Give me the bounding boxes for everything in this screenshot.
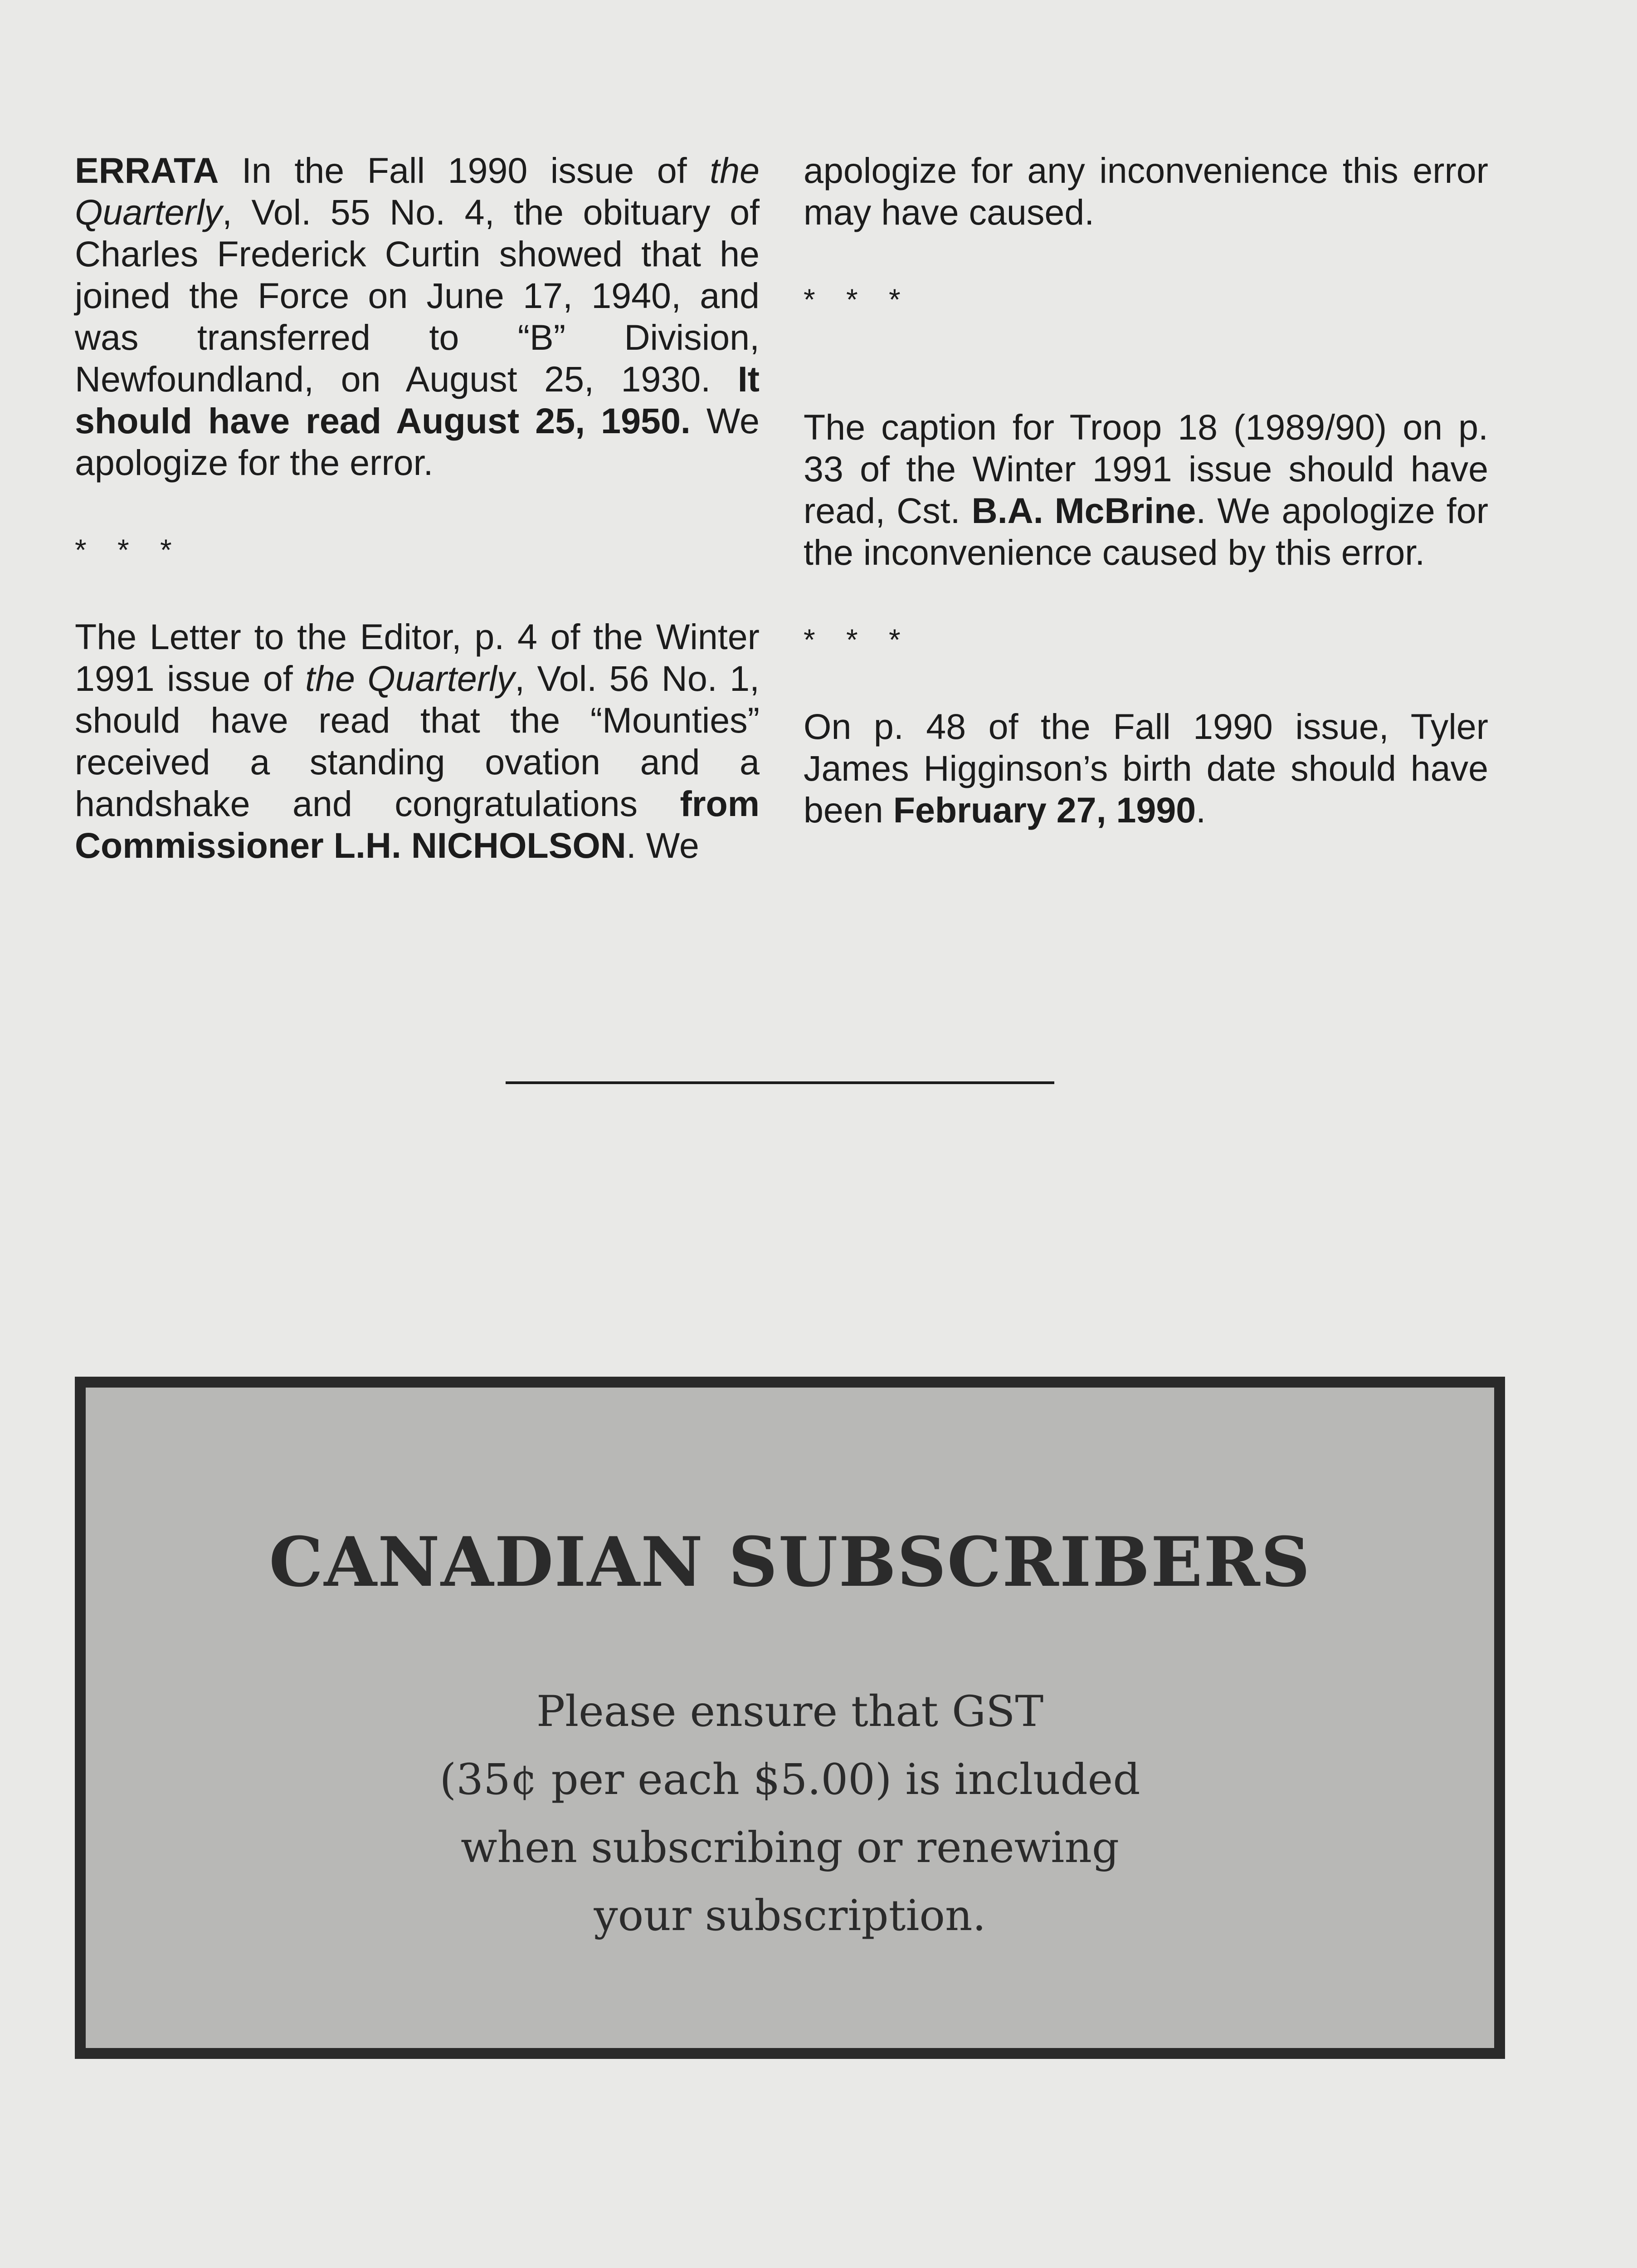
notice-line: when subscribing or renewing — [460, 1823, 1120, 1872]
letter-correction: from Commissioner L.H. NICHOLSON — [75, 783, 760, 865]
continued-paragraph: apologize for any inconvenience this error may have caused. — [804, 150, 1488, 232]
subscriber-notice-box — [75, 1377, 1505, 2059]
birth-date-correction: February 27, 1990 — [893, 790, 1196, 830]
errata-text-2: , Vol. 55 No. 4, the obituary of Charles Frederick Curtin showed that he joined the Force on June 17, 1940, and was transferred to “B” Division, Newfoundland, on August 25, 1930. — [75, 192, 760, 399]
section-separator: * * * — [804, 623, 901, 656]
section-separator: * * * — [75, 533, 172, 567]
notice-line: your subscription. — [594, 1891, 986, 1941]
section-separator: * * * — [804, 283, 901, 316]
birth-text-2: . — [1196, 790, 1206, 830]
errata-text-1: In the Fall 1990 issue of — [219, 150, 710, 191]
birth-text-1: On p. 48 of the Fall 1990 issue, Tyler James Higginson’s birth date should have been — [804, 706, 1488, 830]
notice-line: Please ensure that GST — [536, 1687, 1044, 1736]
birth-date-correction-paragraph — [804, 706, 1488, 831]
errata-paragraph — [75, 150, 760, 484]
caption-text-1: The caption for Troop 18 (1989/90) on p. 33 of the Winter 1991 issue should have read, Cst. — [804, 407, 1488, 531]
letter-publication-name: the Quarterly — [305, 658, 515, 699]
notice-title: CANADIAN SUBSCRIBERS — [269, 1522, 1311, 1602]
errata-text-3: We apologize for the error. — [75, 401, 760, 483]
caption-text-2: . We apologize for the inconvenience caused by this error. — [804, 490, 1488, 572]
caption-correction: B.A. McBrine — [971, 490, 1196, 531]
letter-text-2: , Vol. 56 No. 1, should have read that the “Mounties” received a standing ovation and a handshake and congratulations — [75, 658, 760, 824]
letter-text-1: The Letter to the Editor, p. 4 of the Winter 1991 issue of — [75, 616, 760, 699]
errata-correction: It should have read August 25, 1950. — [75, 359, 760, 441]
left-column — [75, 150, 760, 866]
errata-heading: ERRATA — [75, 150, 219, 191]
right-column — [804, 150, 1488, 831]
notice-body — [86, 1678, 1494, 1950]
divider-line — [506, 1081, 1054, 1084]
letter-correction-paragraph — [75, 616, 760, 866]
errata-publication-name: the Quarterly — [75, 150, 760, 232]
notice-line: (35¢ per each $5.00) is included — [439, 1755, 1140, 1804]
letter-text-3: . We — [626, 825, 699, 865]
caption-correction-paragraph — [804, 406, 1488, 573]
